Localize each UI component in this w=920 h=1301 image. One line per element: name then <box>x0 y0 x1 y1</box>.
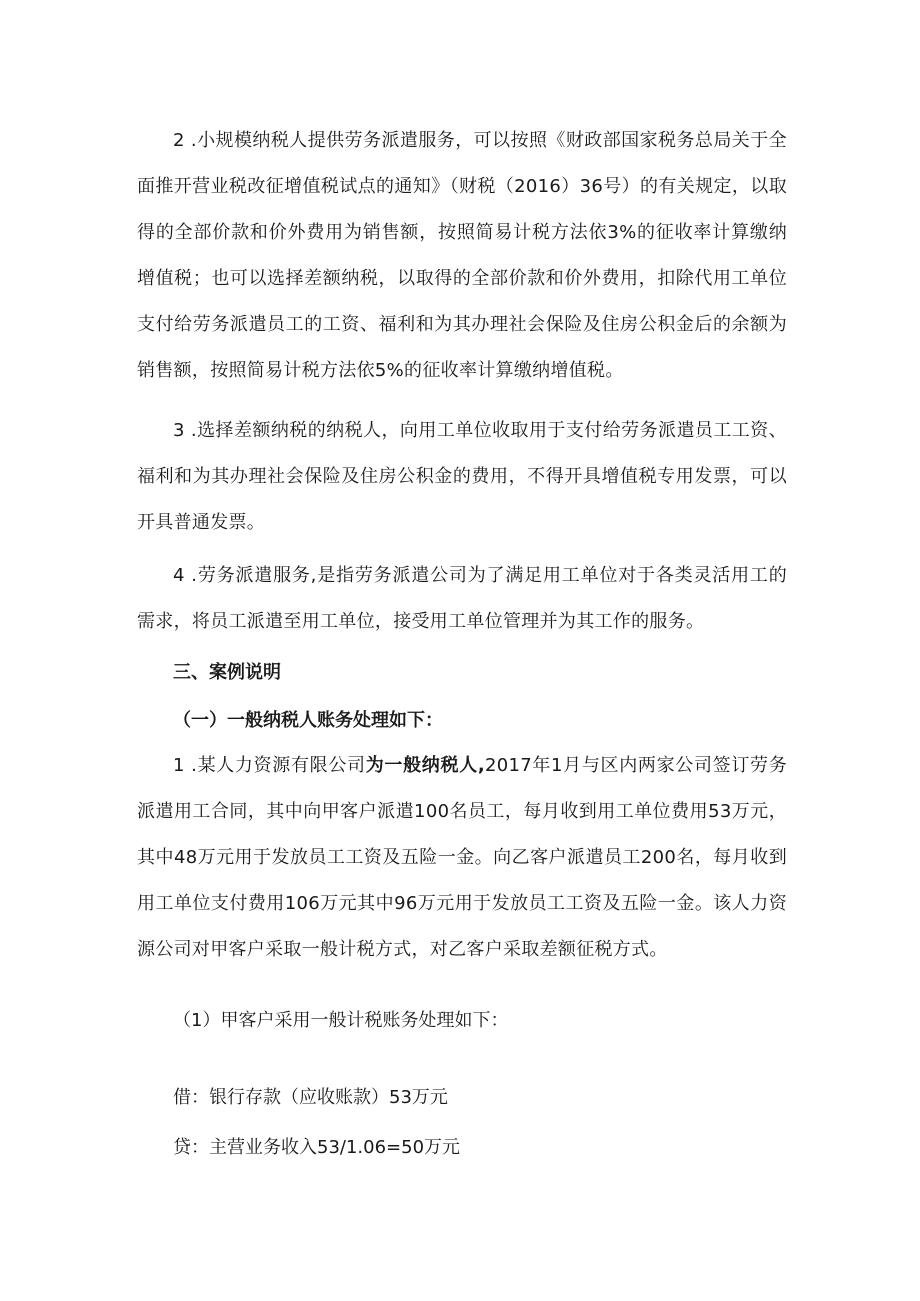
sub-heading: （一）一般纳税人账务处理如下： <box>173 710 443 731</box>
paragraph-2: 2 .小规模纳税人提供劳务派遣服务，可以按照《财政部国家税务总局关于全面推开营业税改征增值税试点的通知》（财税（2016）36号）的有关规定，以取得的全部价款和价外费用为销售额，按照简易计税方法依3%的征收率计算缴纳增值税；也可以选择差额纳税，以取得的全部价款和价外费用，扣除代用工单位支付给劳务派遣员工的工资、福利和为其办理社会保险及住房公积金后的余额为销售额，按照简易计税方法依5%的征收率计算缴纳增值税。 <box>137 130 787 381</box>
item-1: （1）甲客户采用一般计税账务处理如下： <box>173 1010 509 1031</box>
section-heading: 三、案例说明 <box>173 662 281 683</box>
credit-entry: 贷：主营业务收入53/1.06=50万元 <box>173 1137 461 1158</box>
paragraph-4: 4 .劳务派遣服务,是指劳务派遣公司为了满足用工单位对于各类灵活用工的需求，将员工派遣至用工单位，接受用工单位管理并为其工作的服务。 <box>137 565 787 632</box>
paragraph-3: 3 .选择差额纳税的纳税人，向用工单位收取用于支付给劳务派遣员工工资、福利和为其办理社会保险及住房公积金的费用，不得开具增值税专用发票，可以开具普通发票。 <box>137 420 787 533</box>
debit-entry: 借：银行存款（应收账款）53万元 <box>173 1087 448 1108</box>
paragraph-case-1: 1 .某人力资源有限公司为一般纳税人,2017年1月与区内两家公司签订劳务派遣用工合同，其中向甲客户派遣100名员工，每月收到用工单位费用53万元，其中48万元用于发放员工工资及五险一金。向乙客户派遣员工200名，每月收到用工单位支付费用106万元其中96万元用于发放员工工资及五险一金。该人力资源公司对甲客户采取一般计税方式，对乙客户采取差额征税方式。 <box>137 755 787 960</box>
